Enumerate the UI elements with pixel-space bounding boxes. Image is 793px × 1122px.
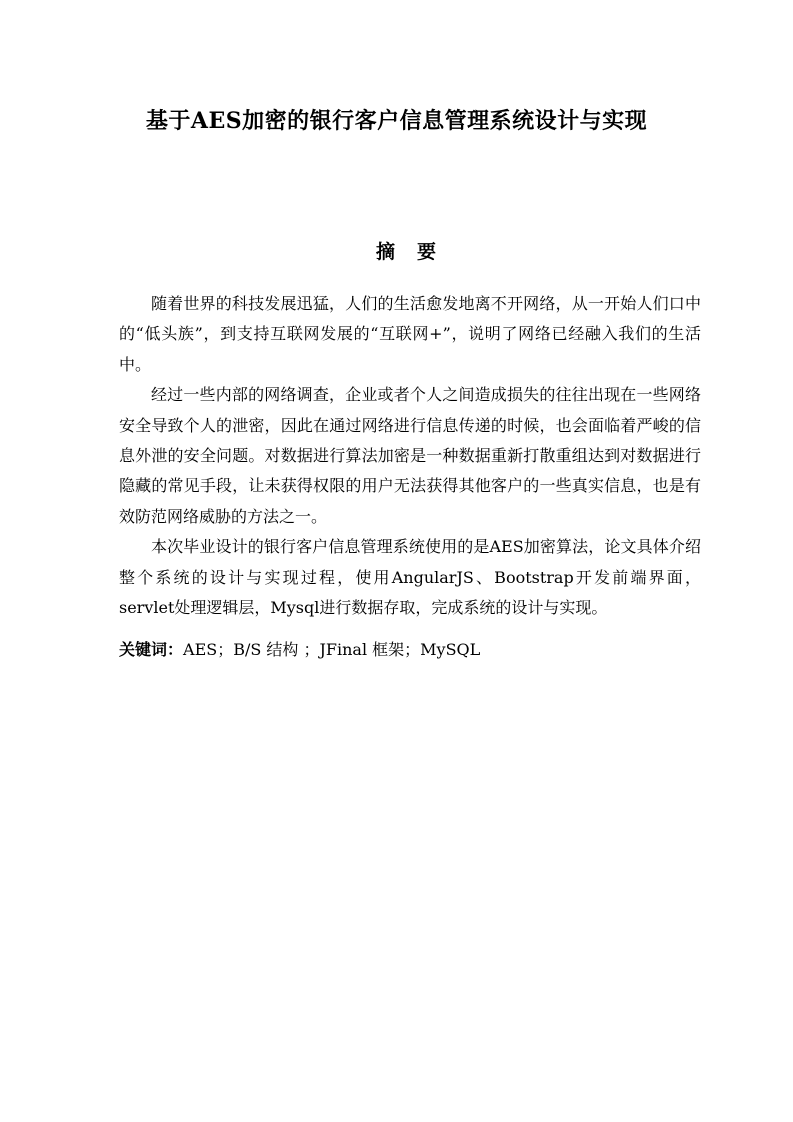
abstract-heading-char-1: 摘: [375, 241, 395, 263]
keywords-label: 关键词：: [119, 640, 184, 659]
abstract-heading-char-2: 要: [417, 241, 437, 263]
abstract-heading: [0, 237, 793, 267]
keywords-text: AES；B/S 结构 ；JFinal 框架；MySQL: [183, 640, 481, 659]
abstract-paragraph-3: 本次毕业设计的银行客户信息管理系统使用的是AES加密算法，论文具体介绍整个系统的设计与实现过程，使用AngularJS、Bootstrap开发前端界面，servlet处理逻辑层，Mysql进行数据存取，完成系统的设计与实现。: [119, 537, 701, 618]
abstract-paragraph-2: 经过一些内部的网络调查，企业或者个人之间造成损失的往往出现在一些网络安全导致个人的泄密，因此在通过网络进行信息传递的时候，也会面临着严峻的信息外泄的安全问题。对数据进行算法加密是一种数据重新打散重组达到对数据进行隐藏的常见手段，让未获得权限的用户无法获得其他客户的一些真实信息，也是有效防范网络威胁的方法之一。: [119, 385, 701, 526]
document-title: 基于AES加密的银行客户信息管理系统设计与实现: [145, 108, 648, 134]
abstract-paragraph-1: 随着世界的科技发展迅猛，人们的生活愈发地离不开网络，从一开始人们口中的“低头族”，到支持互联网发展的“互联网+”，说明了网络已经融入我们的生活中。: [119, 294, 701, 374]
abstract-body: [119, 289, 701, 623]
keywords-line: [119, 635, 701, 665]
